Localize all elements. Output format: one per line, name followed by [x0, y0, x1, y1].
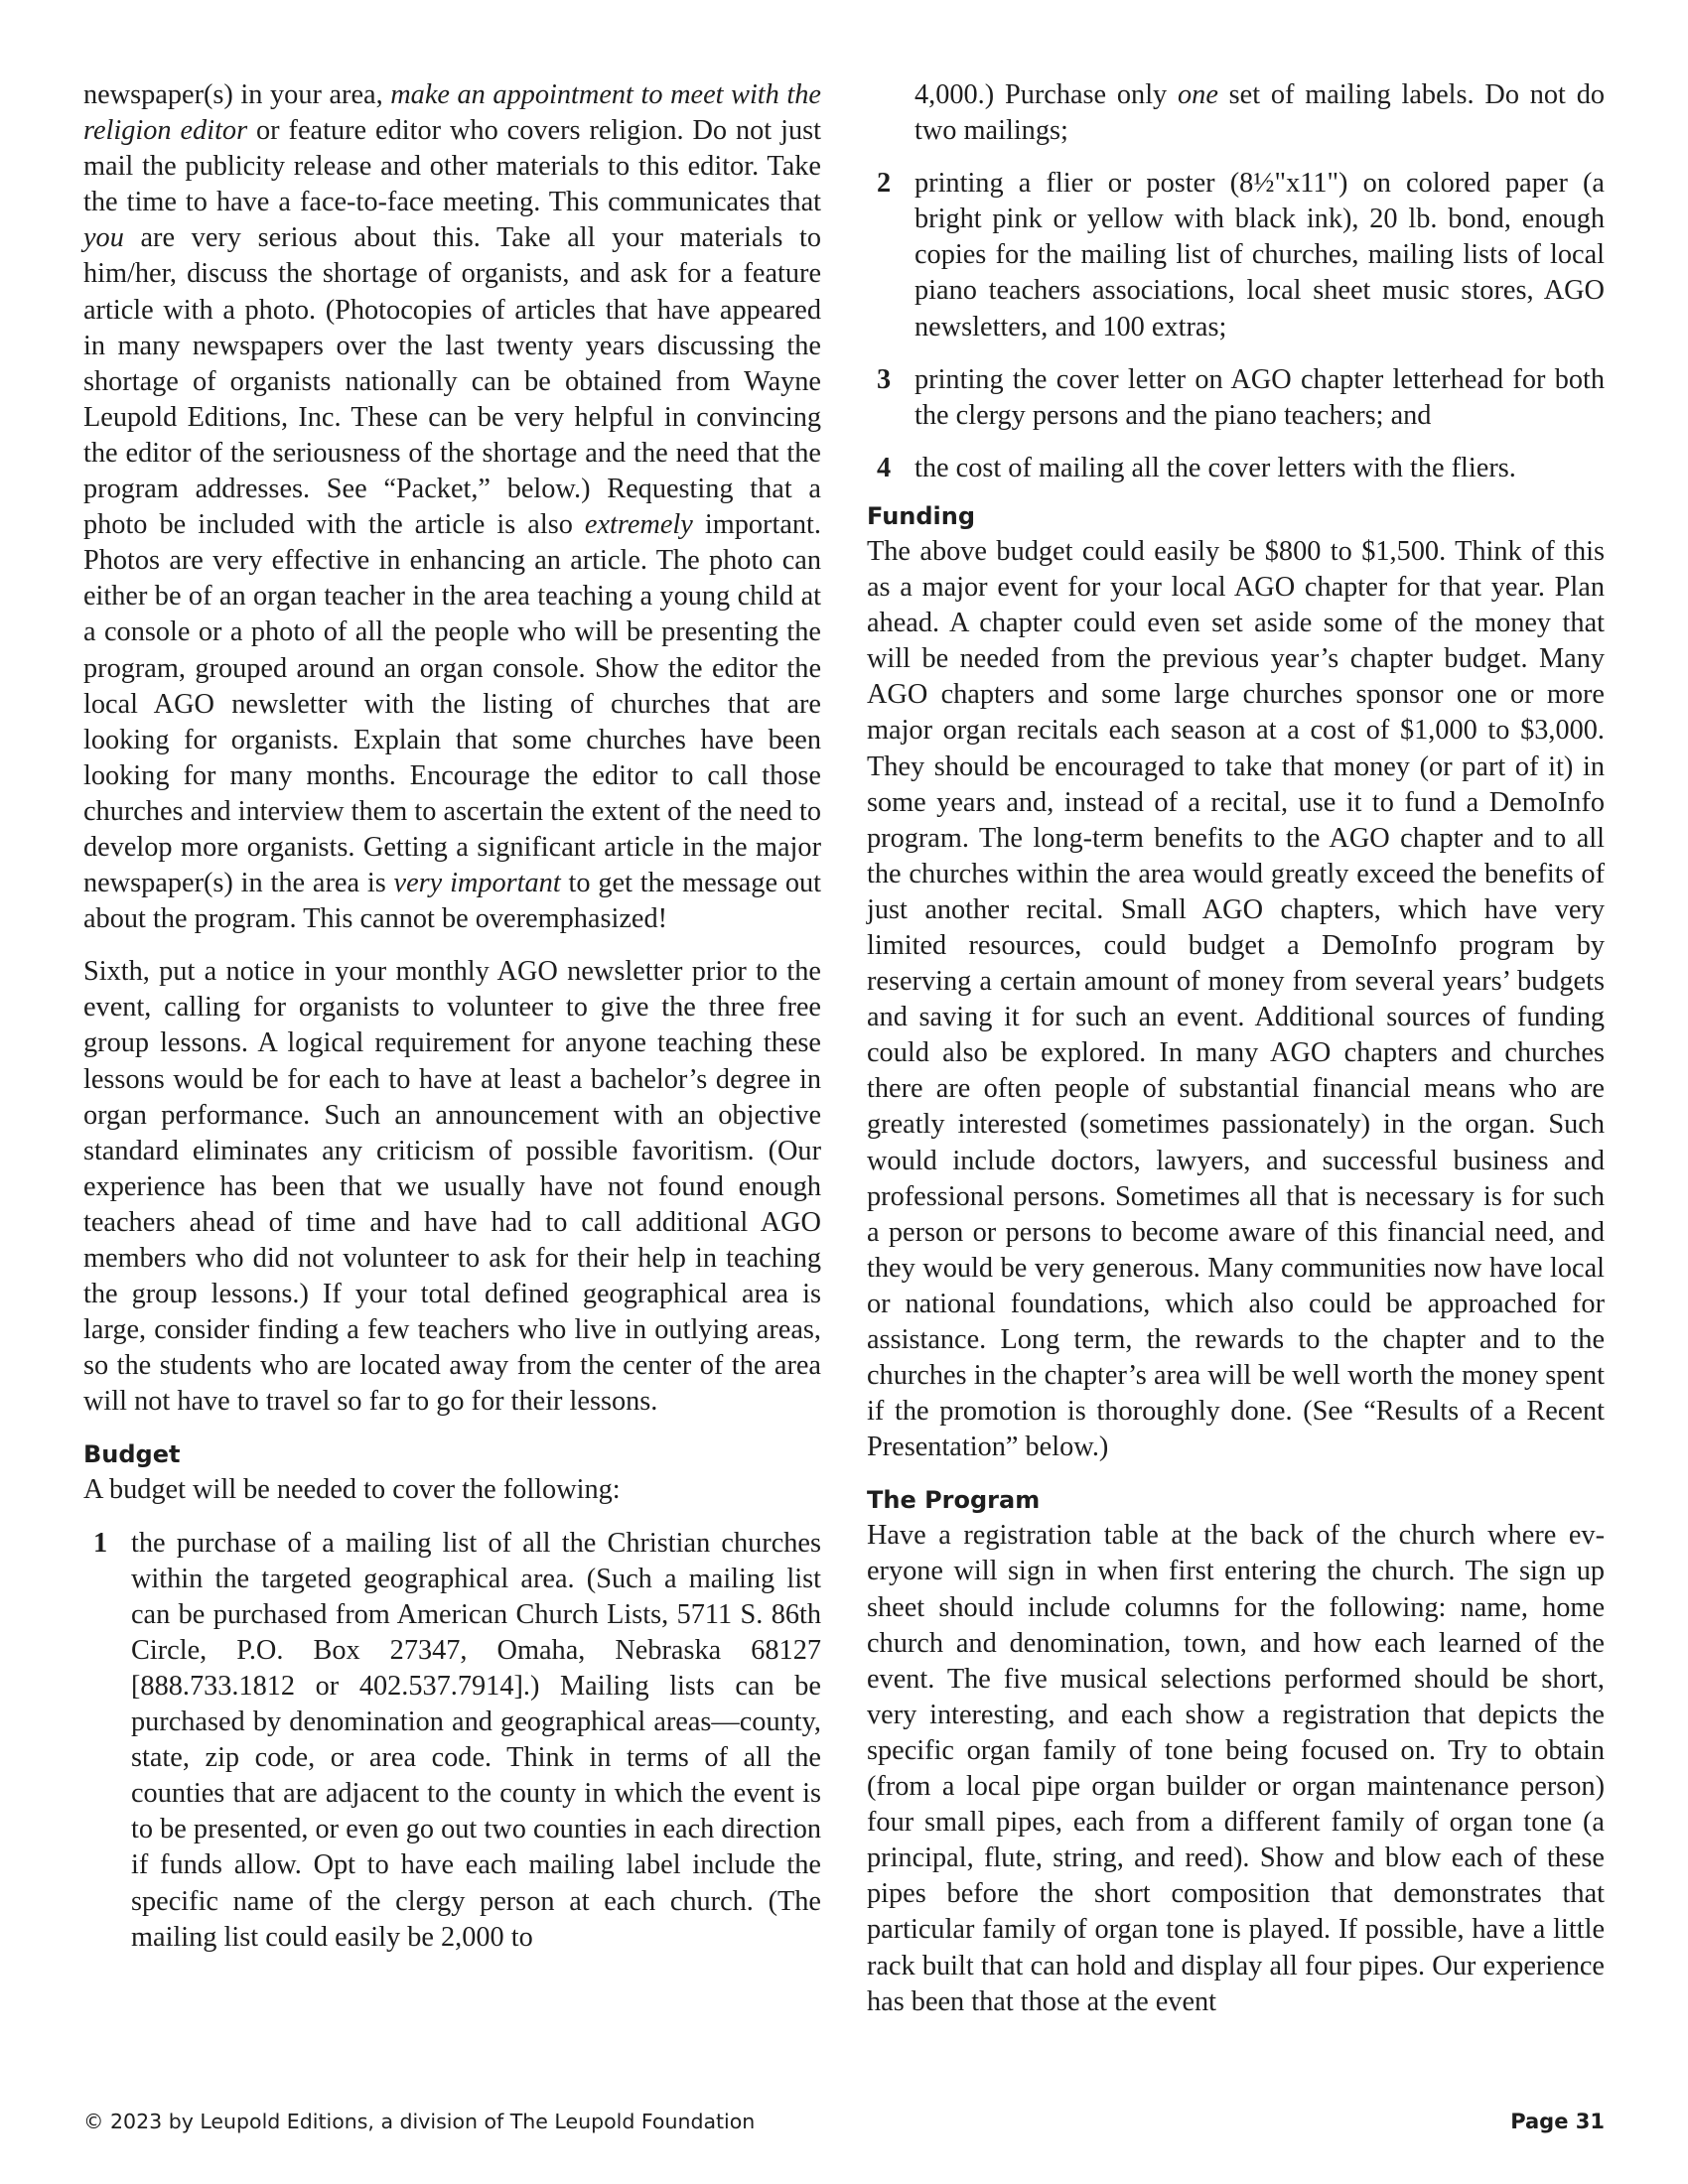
- list-item-continued: [867, 77, 1605, 149]
- paragraph-newspaper: newspaper(s) in your area, make an appointment to meet with the religion editor or feature editor who covers religion. Do not just mail the publicity release and other materials to this editor. Take the time to have a face-to-face meeting. This communicates that you are very serious about this. Take all your materials to him/her, discuss the shortage of organists, and ask for a feature article with a photo. (Photocopies of articles that have appeared in many newspapers over the last twenty years discussing the shortage of organists nationally can be obtained from Wayne Leupold Editions, Inc. These can be very helpful in convincing the editor of the seriousness of the shortage and the need that the program addresses. See “Packet,” below.) Requesting that a photo be included with the article is also extremely important. Photos are very effective in enhancing an article. The photo can either be of an organ teacher in the area teaching a young child at a console or a photo of all the people who will be presenting the program, grouped around an organ console. Show the editor the local AGO newsletter with the listing of churches that are looking for organists. Explain that some churches have been looking for many months. Encourage the editor to call those churches and interview them to ascertain the extent of the need to develop more organists. Getting a significant article in the major newspaper(s) in the area is very important to get the message out about the program. This cannot be overemphasized!: [83, 79, 822, 935]
- emphasis: make an appointment to meet with the religion editor: [83, 79, 821, 147]
- heading-funding: Funding: [867, 501, 976, 530]
- paragraph-program: Have a registration table at the back of the church where everyone will sign in when first entering the church. The sign up sheet should include columns for the following: name, home church and denomination, town, and how each learned of the event. The five musical selections performed should be short, very interesting, and each show a registration that depicts the specific organ family of tone being focused on. Try to obtain (from a local pipe organ builder or organ maintenance person) four small pipes, each from a different family of organ tone (a principal, flute, string, and reed). Show and blow each of these pipes before the short composition that demonstrates that particular family of organ tone is played. If possible, have a little rack built that can hold and display all four pipes. Our experience has been that those at the event: [867, 1520, 1605, 2017]
- emphasis: very important: [393, 868, 561, 899]
- list-number: 2: [877, 168, 892, 200]
- emphasis: one: [1178, 79, 1218, 110]
- list-item-text: printing the cover letter on AGO chapter letterhead for both the clergy persons and the piano teachers; and: [914, 363, 1605, 431]
- list-item: [867, 451, 1605, 486]
- paragraph-sixth: Sixth, put a notice in your monthly AGO newsletter prior to the event, calling for organists to volunteer to give the three free group lessons. A logical requirement for anyone teaching these lessons would be for each to have at least a bachelor’s degree in organ performance. Such an announcement with an objective standard eliminates any criticism of possible favoritism. (Our experience has been that we usually have not found enough teachers ahead of time and have had to call additional AGO members who did not volunteer to ask for their help in teaching the group lessons.) If your total defined geographical area is large, consider finding a few teachers who live in outlying areas, so the students who are located away from the center of the area will not have to travel so far to go for their lessons.: [83, 956, 821, 1418]
- list-number: 1: [93, 1527, 108, 1559]
- budget-intro: A budget will be needed to cover the following:: [83, 1474, 621, 1506]
- left-column: [83, 77, 821, 1956]
- paragraph-funding: The above budget could easily be $800 to $1,500. Think of this as a major event for your local AGO chapter for that year. Plan ahead. A chapter could even set aside some of the money that will be needed from the previous year’s chapter budget. Many AGO chapters and some large churches sponsor one or more major organ recitals each season at a cost of $1,000 to $3,000. They should be encouraged to take that money (or part of it) in some years and, instead of a recital, use it to fund a DemoInfo program. The long-term benefits to the AGO chapter and to all the churches within the area would greatly exceed the benefits of just another recital. Small AGO chapters, which have very limited resources, could budget a DemoInfo program by reserving a certain amount of money from several years’ budgets and saving it for such an event. Additional sources of funding could also be explored. In many AGO chapters and churches there are often people of substantial financial means who are greatly interested (sometimes passionately) in the organ. Such would include doctors, lawyers, and successful business and professional persons. Sometimes all that is necessary is for such a person or persons to become aware of this financial need, and they would be very generous. Many communities now have local or national foundations, which also could be approached for assistance. Long term, the rewards to the chapter and to the churches in the chapter’s area will be well worth the money spent if the promotion is thoroughly done. (See “Results of a Recent Presentation” below.): [867, 535, 1605, 1463]
- heading-budget: Budget: [83, 1440, 181, 1469]
- page-number: Page 31: [1510, 2110, 1605, 2133]
- list-item-text: the cost of mailing all the cover letters with the fliers.: [914, 452, 1516, 483]
- emphasis: extremely: [584, 509, 693, 541]
- list-item-text: the purchase of a mailing list of all the Christian churches within the targeted geographical area. (Such a mailing list can be purchased from American Church Lists, 5711 S. 86th Circle, P.O. Box 27347, Omaha, Nebraska 68127 [888.733.1812 or 402.537.7914].) Mailing lists can be purchased by denomination and geographical areas—county, state, zip code, or area code. Think in terms of all the counties that are adjacent to the county in which the event is to be presented, or even go out two counties in each direction if funds allow. Opt to have each mailing label include the specific name of the clergy person at each church. (The mailing list could easily be 2,000 to: [131, 1527, 821, 1953]
- list-item: [83, 1526, 821, 1956]
- budget-list-right: [867, 166, 1605, 486]
- list-item-text: 4,000.) Purchase only one set of mailing labels. Do not do two mailings;: [914, 79, 1606, 147]
- list-item-text: printing a flier or poster (8½"x11") on colored paper (a bright pink or yellow with black ink), 20 lb. bond, enough copies for the mailing list of churches, mailing lists of local piano teachers associations, local sheet music stores, AGO newsletters, and 100 extras;: [914, 168, 1605, 342]
- heading-the-program: The Program: [867, 1486, 1041, 1515]
- list-number: 3: [877, 363, 892, 395]
- budget-list-left: [83, 1526, 821, 1956]
- footer-copyright: © 2023 by Leupold Editions, a division of The Leupold Foundation: [83, 2110, 756, 2133]
- emphasis: you: [83, 222, 124, 254]
- list-number: 4: [877, 452, 892, 483]
- right-column: [867, 77, 1605, 2020]
- list-item: [867, 166, 1605, 344]
- list-item: [867, 362, 1605, 434]
